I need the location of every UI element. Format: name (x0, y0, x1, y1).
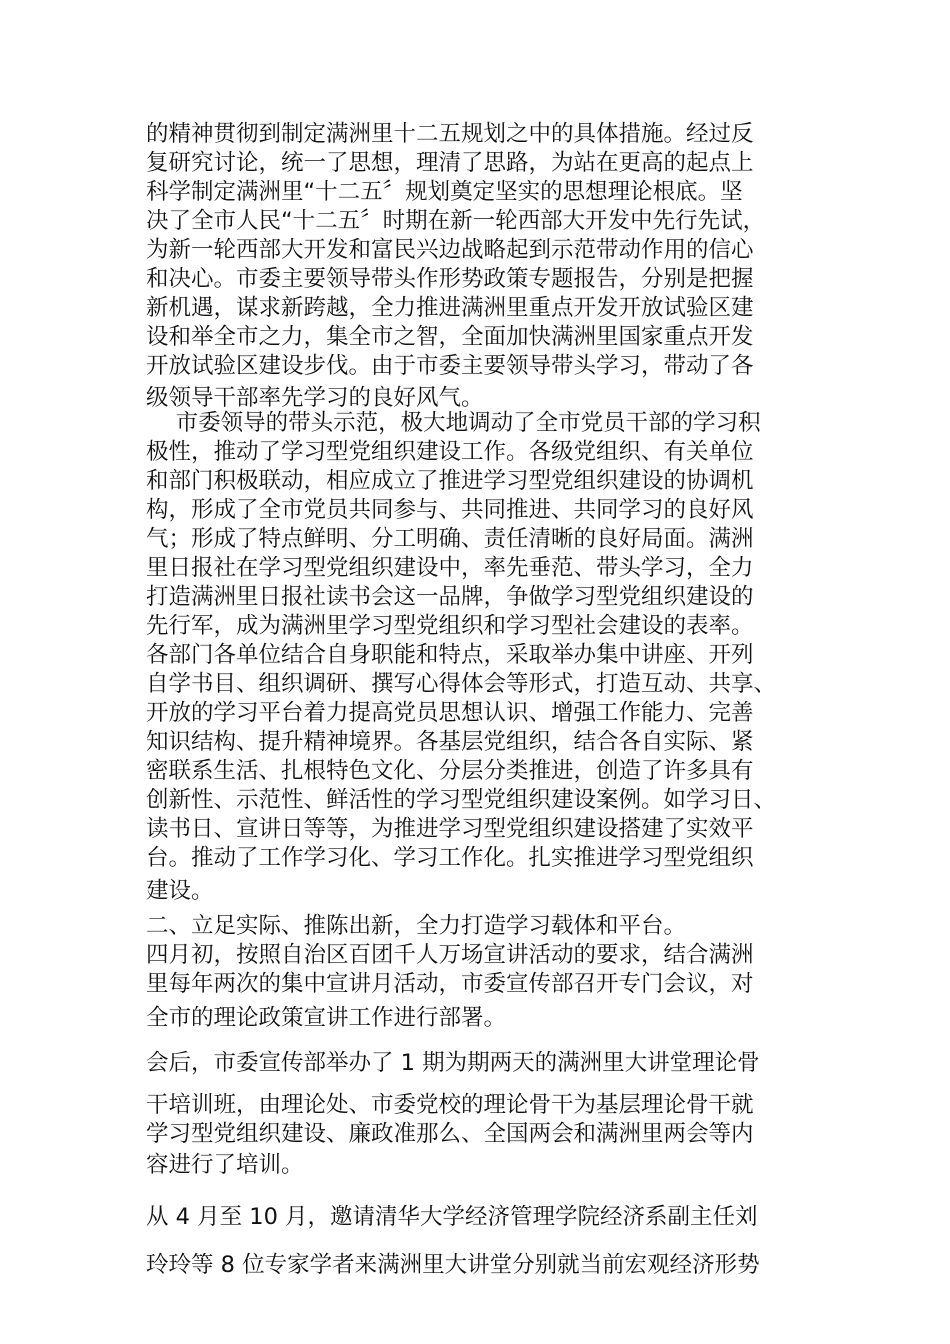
text-line: 气；形成了特点鲜明、分工明确、责任清晰的良好局面。满洲 (146, 526, 754, 552)
text-line: 的精神贯彻到制定满洲里十二五规划之中的具体措施。经过反 (146, 121, 754, 147)
text-line: 科学制定满洲里“十二五〞规划奠定坚实的思想理论根底。坚 (146, 179, 743, 205)
text-line: 各部门各单位结合自身职能和特点，采取举办集中讲座、开列 (146, 642, 754, 668)
text-line: 干培训班，由理论处、市委党校的理论骨干为基层理论骨干就 (146, 1092, 754, 1118)
text-line: 会后，市委宣传部举办了 1 期为期两天的满洲里大讲堂理论骨 (146, 1050, 760, 1076)
text-line: 里日报社在学习型党组织建设中，率先垂范、带头学习，全力 (146, 555, 754, 581)
section-heading: 二、立足实际、推陈出新，全力打造学习载体和平台。 (146, 913, 687, 939)
text-line: 学习型党组织建设、廉政准那么、全国两会和满洲里两会等内 (146, 1121, 754, 1147)
text-line: 自学书目、组织调研、撰写心得体会等形式，打造互动、共享、 (146, 671, 777, 697)
text-line: 知识结构、提升精神境界。各基层党组织，结合各自实际、紧 (146, 729, 754, 755)
text-line: 构，形成了全市党员共同参与、共同推进、共同学习的良好风 (146, 497, 754, 523)
text-line: 密联系生活、扎根特色文化、分层分类推进，创造了许多具有 (146, 758, 754, 784)
text-line: 创新性、示范性、鲜活性的学习型党组织建设案例。如学习日、 (146, 787, 777, 813)
text-line: 读书日、宣讲日等等，为推进学习型党组织建设搭建了实效平 (146, 816, 754, 842)
text-line: 先行军，成为满洲里学习型党组织和学习型社会建设的表率。 (146, 613, 754, 639)
text-line: 台。推动了工作学习化、学习工作化。扎实推进学习型党组织 (146, 845, 754, 871)
text-line: 打造满洲里日报社读书会这一品牌，争做学习型党组织建设的 (146, 584, 754, 610)
text-line: 里每年两次的集中宣讲月活动，市委宣传部召开专门会议，对 (146, 971, 754, 997)
text-line: 和决心。市委主要领导带头作形势政策专题报告，分别是把握 (146, 266, 754, 292)
text-line: 四月初，按照自治区百团千人万场宣讲活动的要求，结合满洲 (146, 942, 754, 968)
text-line: 市委领导的带头示范，极大地调动了全市党员干部的学习积 (146, 410, 761, 436)
text-line: 开放试验区建设步伐。由于市委主要领导带头学习，带动了各 (146, 353, 754, 379)
text-line: 开放的学习平台着力提高党员思想认识、增强工作能力、完善 (146, 700, 754, 726)
text-line: 新机遇，谋求新跨越，全力推进满洲里重点开发开放试验区建 (146, 295, 754, 321)
text-line: 玲玲等 8 位专家学者来满洲里大讲堂分别就当前宏观经济形势 (146, 1252, 760, 1278)
text-line: 容进行了培训。 (146, 1152, 304, 1178)
text-line: 和部门积极联动，相应成立了推进学习型党组织建设的协调机 (146, 468, 754, 494)
text-line: 复研究讨论，统一了思想，理清了思路，为站在更高的起点上 (146, 150, 754, 176)
text-line: 级领导干部率先学习的良好风气。 (146, 385, 484, 411)
text-line: 从 4 月至 10 月，邀请清华大学经济管理学院经济系副主任刘 (146, 1204, 758, 1230)
text-line: 设和举全市之力，集全市之智，全面加快满洲里国家重点开发 (146, 324, 754, 350)
text-line: 为新一轮西部大开发和富民兴边战略起到示范带动作用的信心 (146, 237, 754, 263)
text-line: 决了全市人民“十二五〞时期在新一轮西部大开发中先行先试， (146, 208, 766, 234)
text-line: 极性，推动了学习型党组织建设工作。各级党组织、有关单位 (146, 439, 754, 465)
text-line: 建设。 (146, 878, 214, 904)
text-line: 全市的理论政策宣讲工作进行部署。 (146, 1005, 507, 1031)
